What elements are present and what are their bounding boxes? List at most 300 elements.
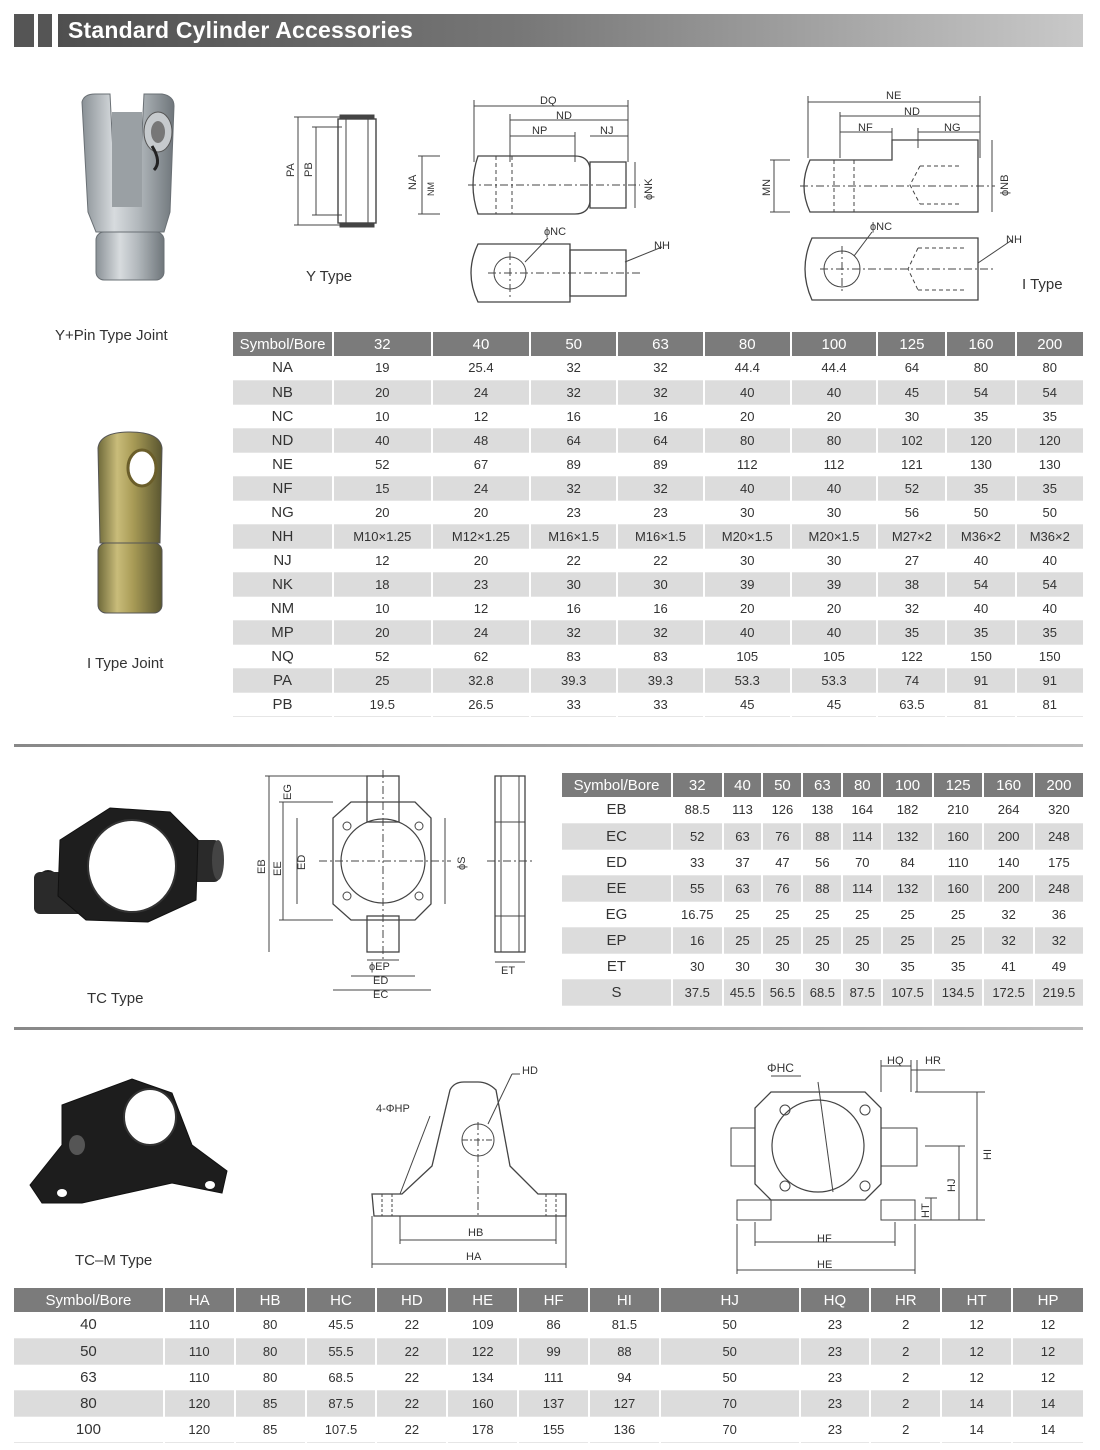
i-type-caption: I Type: [1022, 276, 1063, 293]
table-cell: 112: [704, 452, 791, 476]
table-cell: 22: [530, 548, 617, 572]
table-cell: 164: [842, 797, 882, 823]
table-cell: 12: [432, 404, 531, 428]
table-cell: 32: [1034, 927, 1083, 953]
table-cell: 88: [589, 1338, 660, 1364]
row-label: NA: [233, 356, 333, 380]
row-label: ET: [562, 953, 672, 979]
column-header: HP: [1012, 1288, 1083, 1312]
table-cell: 63: [723, 875, 763, 901]
dim-nh-i: NH: [1006, 234, 1022, 246]
table-cell: M27×2: [877, 524, 946, 548]
table-cell: 182: [882, 797, 933, 823]
table-cell: 219.5: [1034, 979, 1083, 1005]
table-row: [562, 875, 1083, 901]
table-cell: 33: [672, 849, 723, 875]
table-cell: 120: [1016, 428, 1084, 452]
table-cell: 136: [589, 1416, 660, 1442]
table-cell: 39: [704, 572, 791, 596]
table-row: [562, 901, 1083, 927]
section-divider: [14, 744, 1083, 747]
table-cell: 12: [1012, 1312, 1083, 1338]
dim-he: HE: [817, 1259, 833, 1271]
table-cell: 24: [432, 380, 531, 404]
column-header: Symbol/Bore: [14, 1288, 164, 1312]
table-cell: 32: [617, 356, 704, 380]
table-cell: 2: [870, 1338, 941, 1364]
column-header: 200: [1016, 332, 1084, 356]
table-cell: 22: [376, 1416, 447, 1442]
row-label: EC: [562, 823, 672, 849]
table-cell: 37: [723, 849, 763, 875]
table-cell: 35: [877, 620, 946, 644]
table-cell: 40: [946, 548, 1015, 572]
table-cell: 64: [530, 428, 617, 452]
table-cell: 30: [704, 548, 791, 572]
table-cell: 40: [1016, 548, 1084, 572]
table-cell: 126: [762, 797, 802, 823]
column-header: 80: [842, 773, 882, 797]
table-cell: 55: [672, 875, 723, 901]
table-cell: 88: [802, 823, 842, 849]
table-cell: 25: [933, 927, 984, 953]
table-cell: 16.75: [672, 901, 723, 927]
column-header: HE: [447, 1288, 518, 1312]
table-cell: 160: [933, 823, 984, 849]
table-cell: 134.5: [933, 979, 984, 1005]
table-cell: 12: [1012, 1338, 1083, 1364]
row-label: 80: [14, 1390, 164, 1416]
table-cell: 83: [617, 644, 704, 668]
y-i-joint-table: [233, 332, 1083, 717]
column-header: Symbol/Bore: [233, 332, 333, 356]
table-cell: 91: [1016, 668, 1084, 692]
table-cell: 63: [723, 823, 763, 849]
table-cell: 2: [870, 1312, 941, 1338]
table-cell: 20: [791, 596, 878, 620]
tc-type-caption: TC Type: [87, 990, 144, 1007]
table-cell: 35: [1016, 476, 1084, 500]
table-cell: 22: [617, 548, 704, 572]
table-cell: 50: [660, 1338, 800, 1364]
column-header: 80: [704, 332, 791, 356]
column-header: HC: [306, 1288, 377, 1312]
table-cell: 138: [802, 797, 842, 823]
table-row: [562, 849, 1083, 875]
table-row: [233, 500, 1083, 524]
table-cell: 130: [946, 452, 1015, 476]
table-row: [14, 1364, 1083, 1390]
table-cell: 23: [432, 572, 531, 596]
table-cell: 32: [530, 380, 617, 404]
table-cell: 80: [946, 356, 1015, 380]
table-cell: 38: [877, 572, 946, 596]
header-bar-accent: [14, 14, 34, 47]
row-label: MP: [233, 620, 333, 644]
table-row: [233, 380, 1083, 404]
table-cell: 150: [946, 644, 1015, 668]
table-cell: 132: [882, 823, 933, 849]
table-cell: 55.5: [306, 1338, 377, 1364]
table-cell: 76: [762, 823, 802, 849]
tc-type-photo: [20, 800, 225, 930]
row-label: NJ: [233, 548, 333, 572]
table-cell: 52: [333, 644, 432, 668]
table-cell: 44.4: [791, 356, 878, 380]
table-cell: 114: [842, 875, 882, 901]
table-cell: 20: [432, 548, 531, 572]
table-cell: 39.3: [617, 668, 704, 692]
page-title: Standard Cylinder Accessories: [68, 17, 413, 43]
table-cell: 30: [877, 404, 946, 428]
tc-type-drawing: [255, 770, 550, 1005]
table-cell: M10×1.25: [333, 524, 432, 548]
table-cell: 23: [800, 1338, 871, 1364]
table-cell: 210: [933, 797, 984, 823]
table-cell: 89: [530, 452, 617, 476]
dim-hc: ΦHC: [767, 1061, 794, 1075]
row-label: NQ: [233, 644, 333, 668]
column-header: HJ: [660, 1288, 800, 1312]
tcm-type-front-drawing: [360, 1060, 600, 1270]
dim-mn: MN: [761, 178, 773, 196]
table-cell: 109: [447, 1312, 518, 1338]
table-cell: 67: [432, 452, 531, 476]
row-label: NM: [233, 596, 333, 620]
row-label: NC: [233, 404, 333, 428]
dim-nd-i: ND: [904, 106, 920, 118]
table-cell: 2: [870, 1416, 941, 1442]
row-label: ED: [562, 849, 672, 875]
table-cell: 49: [1034, 953, 1083, 979]
dim-dq: DQ: [540, 95, 557, 107]
table-cell: M16×1.5: [530, 524, 617, 548]
dim-hd: HD: [522, 1065, 538, 1077]
table-cell: 54: [1016, 380, 1084, 404]
table-cell: 25: [842, 901, 882, 927]
table-cell: 14: [941, 1416, 1012, 1442]
table-cell: 35: [946, 404, 1015, 428]
table-cell: M16×1.5: [617, 524, 704, 548]
table-row: [233, 692, 1083, 716]
table-cell: 107.5: [306, 1416, 377, 1442]
column-header: 50: [530, 332, 617, 356]
table-cell: 56: [877, 500, 946, 524]
table-cell: 35: [946, 620, 1015, 644]
table-cell: 120: [164, 1390, 235, 1416]
dim-eb: EB: [256, 859, 268, 874]
table-cell: 40: [704, 380, 791, 404]
table-cell: 56.5: [762, 979, 802, 1005]
dim-nh: NH: [654, 240, 670, 252]
table-cell: 12: [1012, 1364, 1083, 1390]
table-cell: 53.3: [791, 668, 878, 692]
table-cell: 137: [518, 1390, 589, 1416]
table-cell: 16: [617, 404, 704, 428]
table-cell: 87.5: [842, 979, 882, 1005]
table-cell: 19.5: [333, 692, 432, 716]
dim-nm: NM: [426, 182, 436, 196]
i-type-drawing: [750, 88, 1050, 313]
table-cell: 110: [933, 849, 984, 875]
table-cell: 25: [802, 927, 842, 953]
section-divider: [14, 1027, 1083, 1030]
dim-ec: EC: [373, 989, 389, 1001]
dim-eg: EG: [282, 784, 294, 800]
column-header: HB: [235, 1288, 306, 1312]
y-pin-joint-caption: Y+Pin Type Joint: [55, 327, 168, 344]
dim-ed-v: ED: [296, 854, 308, 870]
table-cell: 81: [1016, 692, 1084, 716]
table-cell: 107.5: [882, 979, 933, 1005]
table-cell: 80: [704, 428, 791, 452]
table-cell: 64: [617, 428, 704, 452]
table-cell: 30: [791, 500, 878, 524]
table-cell: 74: [877, 668, 946, 692]
table-row: [233, 452, 1083, 476]
row-label: S: [562, 979, 672, 1005]
table-cell: 30: [791, 548, 878, 572]
table-cell: 160: [933, 875, 984, 901]
table-cell: 12: [941, 1338, 1012, 1364]
table-cell: 26.5: [432, 692, 531, 716]
i-joint-caption: I Type Joint: [87, 655, 164, 672]
dim-nf: NF: [858, 122, 873, 134]
table-cell: 25: [802, 901, 842, 927]
table-cell: 81.5: [589, 1312, 660, 1338]
table-cell: 20: [333, 500, 432, 524]
table-cell: 105: [704, 644, 791, 668]
section-header: [14, 14, 1083, 47]
column-header: HD: [376, 1288, 447, 1312]
table-cell: 30: [842, 953, 882, 979]
table-cell: 45.5: [306, 1312, 377, 1338]
table-cell: 32: [617, 476, 704, 500]
table-cell: 22: [376, 1312, 447, 1338]
table-cell: 52: [672, 823, 723, 849]
table-cell: 45: [877, 380, 946, 404]
dim-nd: ND: [556, 110, 572, 122]
row-label: EE: [562, 875, 672, 901]
table-cell: 35: [946, 476, 1015, 500]
table-cell: 81: [946, 692, 1015, 716]
table-cell: 54: [946, 380, 1015, 404]
row-label: 63: [14, 1364, 164, 1390]
table-cell: 88: [802, 875, 842, 901]
table-row: [562, 927, 1083, 953]
table-cell: 10: [333, 404, 432, 428]
tcm-type-photo: [22, 1075, 232, 1205]
table-row: [233, 428, 1083, 452]
dim-hp: 4-ΦHP: [376, 1103, 410, 1115]
table-cell: 86: [518, 1312, 589, 1338]
dim-et: ET: [501, 965, 516, 977]
table-cell: 56: [802, 849, 842, 875]
table-cell: 45.5: [723, 979, 763, 1005]
table-cell: 85: [235, 1390, 306, 1416]
dim-hr: HR: [925, 1055, 941, 1067]
column-header: 125: [877, 332, 946, 356]
row-label: NK: [233, 572, 333, 596]
tcm-type-table: [14, 1288, 1083, 1443]
table-row: [14, 1416, 1083, 1442]
table-cell: 33: [617, 692, 704, 716]
table-cell: 50: [1016, 500, 1084, 524]
dim-np: NP: [532, 125, 548, 137]
table-cell: 32: [877, 596, 946, 620]
table-cell: 30: [704, 500, 791, 524]
table-cell: 40: [333, 428, 432, 452]
table-cell: 22: [376, 1390, 447, 1416]
table-cell: 41: [983, 953, 1034, 979]
dim-na: NA: [407, 174, 419, 190]
table-cell: 25: [762, 901, 802, 927]
table-cell: 25.4: [432, 356, 531, 380]
column-header: 100: [791, 332, 878, 356]
table-row: [562, 979, 1083, 1005]
table-row: [233, 404, 1083, 428]
table-cell: 70: [660, 1416, 800, 1442]
table-cell: 88.5: [672, 797, 723, 823]
table-cell: 175: [1034, 849, 1083, 875]
row-label: 100: [14, 1416, 164, 1442]
table-cell: 23: [617, 500, 704, 524]
table-cell: 99: [518, 1338, 589, 1364]
dim-ht: HT: [920, 1203, 932, 1218]
table-cell: 45: [704, 692, 791, 716]
table-cell: 85: [235, 1416, 306, 1442]
table-cell: 80: [235, 1364, 306, 1390]
table-row: [562, 797, 1083, 823]
column-header: 63: [617, 332, 704, 356]
table-cell: 53.3: [704, 668, 791, 692]
header-bar: [58, 14, 1083, 47]
dim-ep: ϕEP: [369, 961, 390, 973]
table-cell: 20: [333, 380, 432, 404]
table-cell: 25: [933, 901, 984, 927]
table-row: [233, 596, 1083, 620]
table-cell: 114: [842, 823, 882, 849]
table-cell: 20: [704, 404, 791, 428]
row-label: PB: [233, 692, 333, 716]
table-cell: 37.5: [672, 979, 723, 1005]
dim-ng: NG: [944, 122, 961, 134]
table-cell: 30: [802, 953, 842, 979]
dim-nb: ϕNB: [999, 174, 1011, 196]
table-cell: 35: [882, 953, 933, 979]
table-row: [233, 572, 1083, 596]
y-pin-joint-photo: [70, 92, 190, 287]
table-cell: 30: [762, 953, 802, 979]
table-cell: 54: [1016, 572, 1084, 596]
row-label: EG: [562, 901, 672, 927]
table-cell: 172.5: [983, 979, 1034, 1005]
dim-nc: ϕNC: [544, 226, 567, 238]
table-cell: 68.5: [802, 979, 842, 1005]
dim-hq: HQ: [887, 1055, 904, 1067]
table-cell: 35: [1016, 404, 1084, 428]
column-header: 125: [933, 773, 984, 797]
table-cell: 91: [946, 668, 1015, 692]
row-label: NH: [233, 524, 333, 548]
table-cell: 33: [530, 692, 617, 716]
table-cell: 84: [882, 849, 933, 875]
table-row: [233, 668, 1083, 692]
table-cell: 89: [617, 452, 704, 476]
table-cell: 20: [791, 404, 878, 428]
column-header: 63: [802, 773, 842, 797]
table-cell: 248: [1034, 875, 1083, 901]
table-cell: 45: [791, 692, 878, 716]
table-cell: 80: [235, 1338, 306, 1364]
column-header: 160: [983, 773, 1034, 797]
table-cell: 64: [877, 356, 946, 380]
table-cell: M20×1.5: [704, 524, 791, 548]
table-cell: 110: [164, 1364, 235, 1390]
table-cell: 35: [1016, 620, 1084, 644]
table-cell: 54: [946, 572, 1015, 596]
i-joint-photo: [90, 428, 170, 618]
table-cell: 14: [1012, 1390, 1083, 1416]
table-cell: 16: [672, 927, 723, 953]
table-cell: 12: [941, 1312, 1012, 1338]
column-header: 200: [1034, 773, 1083, 797]
table-cell: 52: [877, 476, 946, 500]
table-cell: M12×1.25: [432, 524, 531, 548]
table-cell: 121: [877, 452, 946, 476]
table-cell: 76: [762, 875, 802, 901]
table-cell: 20: [704, 596, 791, 620]
table-cell: 127: [589, 1390, 660, 1416]
column-header: HI: [589, 1288, 660, 1312]
column-header: 50: [762, 773, 802, 797]
table-row: [562, 953, 1083, 979]
header-bar-accent: [38, 14, 52, 47]
table-cell: 32: [983, 901, 1034, 927]
table-cell: 32: [530, 356, 617, 380]
table-row: [562, 823, 1083, 849]
table-cell: M20×1.5: [791, 524, 878, 548]
table-cell: 39.3: [530, 668, 617, 692]
dim-hf: HF: [817, 1233, 832, 1245]
table-cell: 155: [518, 1416, 589, 1442]
column-header: 40: [432, 332, 531, 356]
table-cell: 87.5: [306, 1390, 377, 1416]
column-header: HQ: [800, 1288, 871, 1312]
table-cell: 18: [333, 572, 432, 596]
table-cell: 110: [164, 1312, 235, 1338]
table-row: [233, 476, 1083, 500]
table-cell: 47: [762, 849, 802, 875]
table-cell: 52: [333, 452, 432, 476]
table-cell: 16: [617, 596, 704, 620]
table-cell: 27: [877, 548, 946, 572]
table-cell: 12: [941, 1364, 1012, 1390]
dim-pb: PB: [303, 162, 315, 177]
table-cell: 130: [1016, 452, 1084, 476]
table-cell: 23: [530, 500, 617, 524]
table-cell: 48: [432, 428, 531, 452]
column-header: HA: [164, 1288, 235, 1312]
table-cell: 2: [870, 1364, 941, 1390]
table-cell: 25: [723, 927, 763, 953]
table-cell: 132: [882, 875, 933, 901]
table-cell: 80: [791, 428, 878, 452]
table-cell: 160: [447, 1390, 518, 1416]
dim-pa: PA: [285, 163, 297, 177]
dim-hb: HB: [468, 1227, 484, 1239]
table-cell: 40: [1016, 596, 1084, 620]
